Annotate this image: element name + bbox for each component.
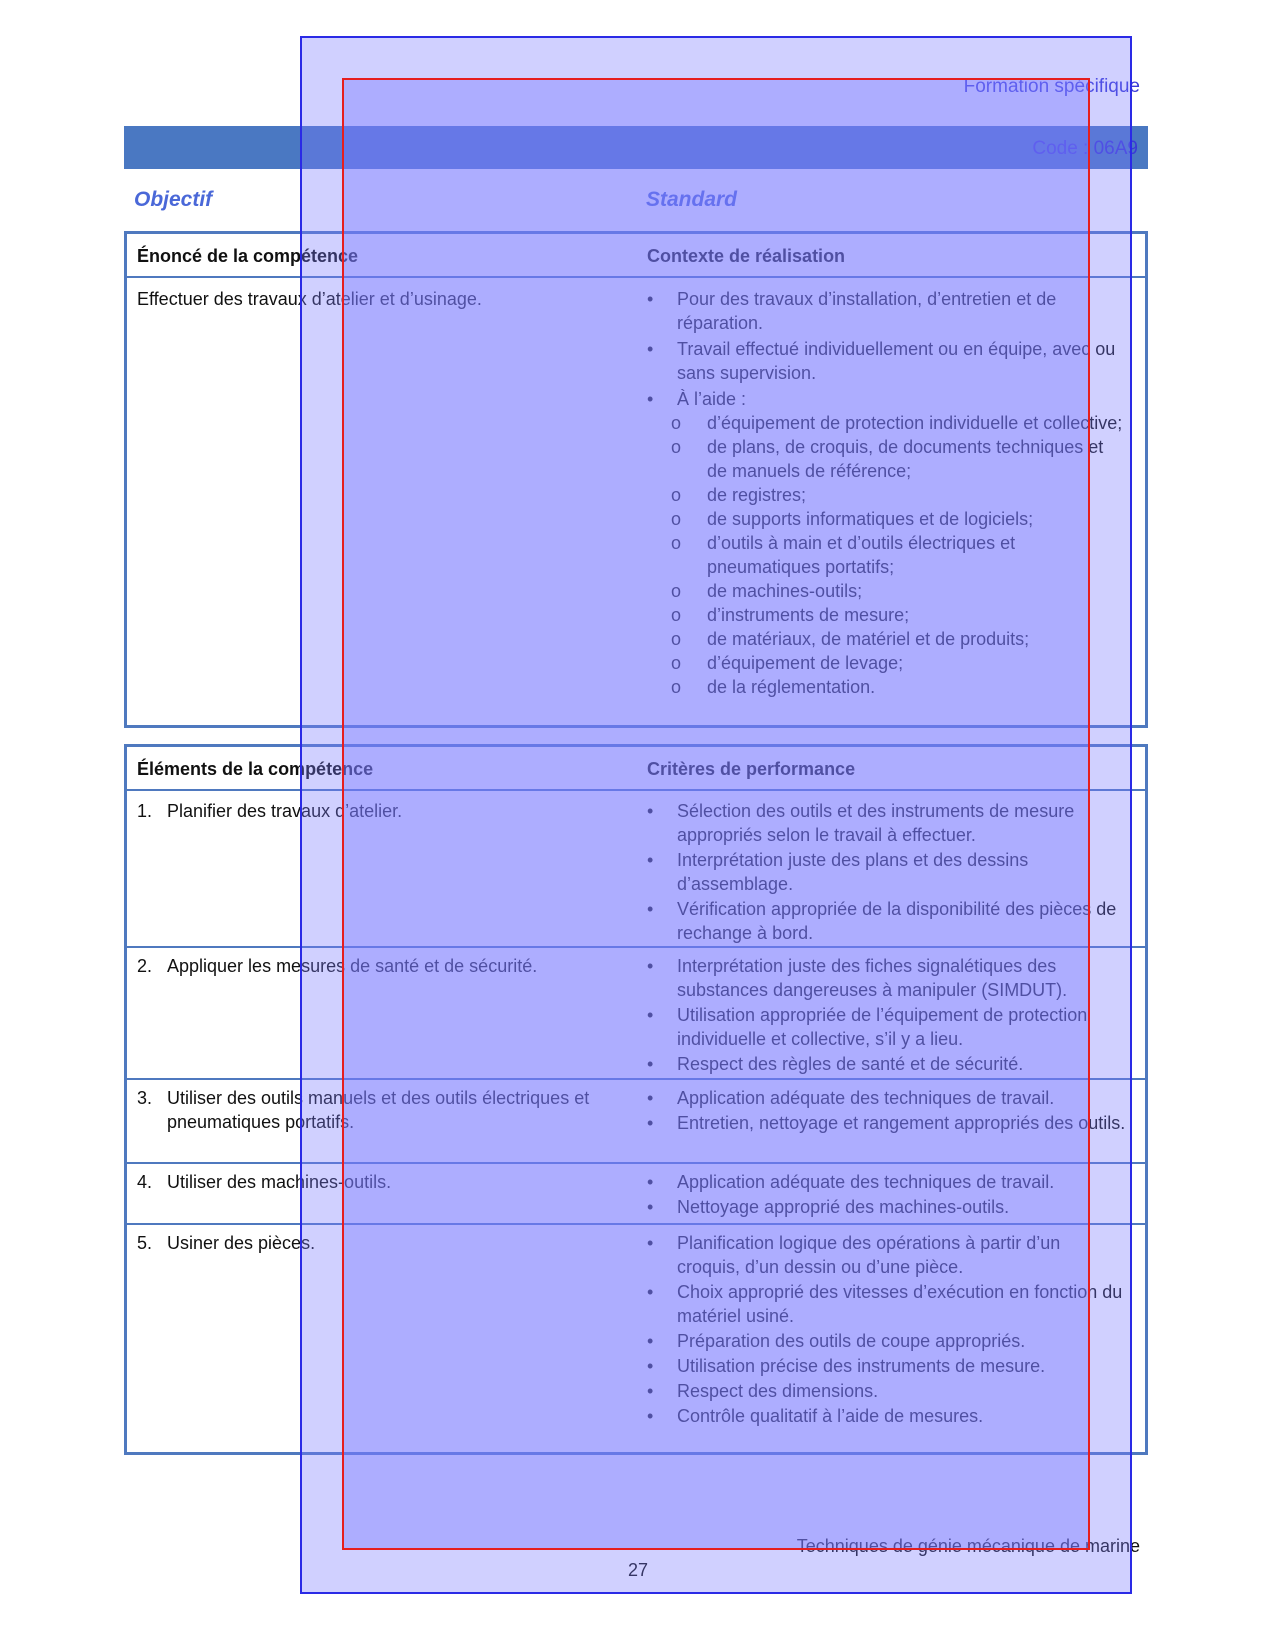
sub-bullet-icon: o	[671, 677, 682, 697]
criteria-text: Nettoyage approprié des machines-outils.	[677, 1197, 1010, 1217]
element-text: Utiliser des outils manuels et des outils électriques et pneumatiques portatifs.	[167, 1088, 590, 1132]
context-item-text: À l’aide :	[677, 389, 747, 409]
context-item-text: de la réglementation.	[707, 677, 876, 697]
bullet-icon: •	[647, 1406, 654, 1426]
objectif-label: Objectif	[134, 188, 213, 211]
context-item-text: de plans, de croquis, de documents techniques et de manuels de référence;	[707, 437, 1104, 481]
criteria-text: Application adéquate des techniques de travail.	[677, 1172, 1055, 1192]
page-number: 27	[627, 1560, 649, 1580]
bullet-icon: •	[647, 1113, 654, 1133]
competency-code: Code : 06A9	[1032, 138, 1138, 159]
criteria-text: Respect des règles de santé et de sécurité.	[677, 1054, 1024, 1074]
element-number: 4.	[137, 1172, 153, 1192]
element-text: Appliquer les mesures de santé et de sécurité.	[167, 956, 538, 976]
footer-program: Techniques de génie mécanique de marine	[796, 1536, 1140, 1556]
context-item-text: d’instruments de mesure;	[707, 605, 910, 625]
bullet-icon: •	[647, 339, 654, 359]
bullet-icon: •	[647, 1054, 654, 1074]
header-title: Formation spécifique	[963, 76, 1140, 97]
element-number: 2.	[137, 956, 153, 976]
element-number: 3.	[137, 1088, 153, 1108]
criteria-text: Interprétation juste des plans et des dessins d’assemblage.	[677, 850, 1029, 894]
criteria-text: Sélection des outils et des instruments de mesure appropriés selon le travail à effectuer.	[677, 801, 1075, 845]
bullet-icon: •	[647, 956, 654, 976]
criteria-text: Respect des dimensions.	[677, 1381, 879, 1401]
standard-label: Standard	[646, 188, 738, 211]
sub-bullet-icon: o	[671, 533, 682, 553]
criteria-text: Planification logique des opérations à partir d’un croquis, d’un dessin ou d’une pièce.	[677, 1233, 1061, 1277]
bullet-icon: •	[647, 1381, 654, 1401]
sub-bullet-icon: o	[671, 629, 682, 649]
sub-bullet-icon: o	[671, 581, 682, 601]
context-item-text: de matériaux, de matériel et de produits;	[707, 629, 1030, 649]
context-item-text: d’équipement de levage;	[707, 653, 904, 673]
criteria-text: Préparation des outils de coupe appropriés.	[677, 1331, 1026, 1351]
sub-bullet-icon: o	[671, 509, 682, 529]
criteria-text: Choix approprié des vitesses d’exécution en fonction du matériel usiné.	[677, 1282, 1123, 1326]
bullet-icon: •	[647, 1005, 654, 1025]
element-number: 1.	[137, 801, 153, 821]
elements-heading: Éléments de la compétence	[137, 759, 374, 779]
element-number: 5.	[137, 1233, 153, 1253]
sub-bullet-icon: o	[671, 413, 682, 433]
bullet-icon: •	[647, 1356, 654, 1376]
bullet-icon: •	[647, 899, 654, 919]
sub-bullet-icon: o	[671, 605, 682, 625]
bullet-icon: •	[647, 1233, 654, 1253]
enonce-text: Effectuer des travaux d’atelier et d’usinage.	[137, 289, 482, 309]
criteria-text: Application adéquate des techniques de travail.	[677, 1088, 1055, 1108]
overlay-inner-box	[342, 78, 1090, 1550]
criteria-text: Contrôle qualitatif à l’aide de mesures.	[677, 1406, 984, 1426]
bullet-icon: •	[647, 801, 654, 821]
sub-bullet-icon: o	[671, 437, 682, 457]
bullet-icon: •	[647, 1331, 654, 1351]
context-item-text: d’équipement de protection individuelle et collective;	[707, 413, 1123, 433]
criteria-text: Interprétation juste des fiches signalétiques des substances dangereuses à manipuler (SIMDUT).	[677, 956, 1068, 1000]
context-item-text: de machines-outils;	[707, 581, 863, 601]
context-item-text: d’outils à main et d’outils électriques et pneumatiques portatifs;	[707, 533, 1016, 577]
bullet-icon: •	[647, 1197, 654, 1217]
criteria-text: Entretien, nettoyage et rangement appropriés des outils.	[677, 1113, 1126, 1133]
bullet-icon: •	[647, 1282, 654, 1302]
sub-bullet-icon: o	[671, 653, 682, 673]
criteres-heading: Critères de performance	[647, 759, 856, 779]
element-text: Planifier des travaux d’atelier.	[167, 801, 403, 821]
context-item-text: de registres;	[707, 485, 807, 505]
sub-bullet-icon: o	[671, 485, 682, 505]
bullet-icon: •	[647, 1088, 654, 1108]
context-item-text: Travail effectué individuellement ou en équipe, avec ou sans supervision.	[677, 339, 1116, 383]
bullet-icon: •	[647, 1172, 654, 1192]
context-item-text: Pour des travaux d’installation, d’entretien et de réparation.	[677, 289, 1057, 333]
element-text: Utiliser des machines-outils.	[167, 1172, 392, 1192]
context-item-text: de supports informatiques et de logiciels;	[707, 509, 1034, 529]
bullet-icon: •	[647, 389, 654, 409]
element-text: Usiner des pièces.	[167, 1233, 316, 1253]
criteria-text: Utilisation appropriée de l’équipement de protection individuelle et collective, s’il y a lieu.	[677, 1005, 1088, 1049]
bullet-icon: •	[647, 289, 654, 309]
contexte-heading: Contexte de réalisation	[647, 246, 846, 266]
bullet-icon: •	[647, 850, 654, 870]
criteria-text: Vérification appropriée de la disponibilité des pièces de rechange à bord.	[677, 899, 1117, 943]
enonce-heading: Énoncé de la compétence	[137, 246, 359, 266]
criteria-text: Utilisation précise des instruments de mesure.	[677, 1356, 1046, 1376]
